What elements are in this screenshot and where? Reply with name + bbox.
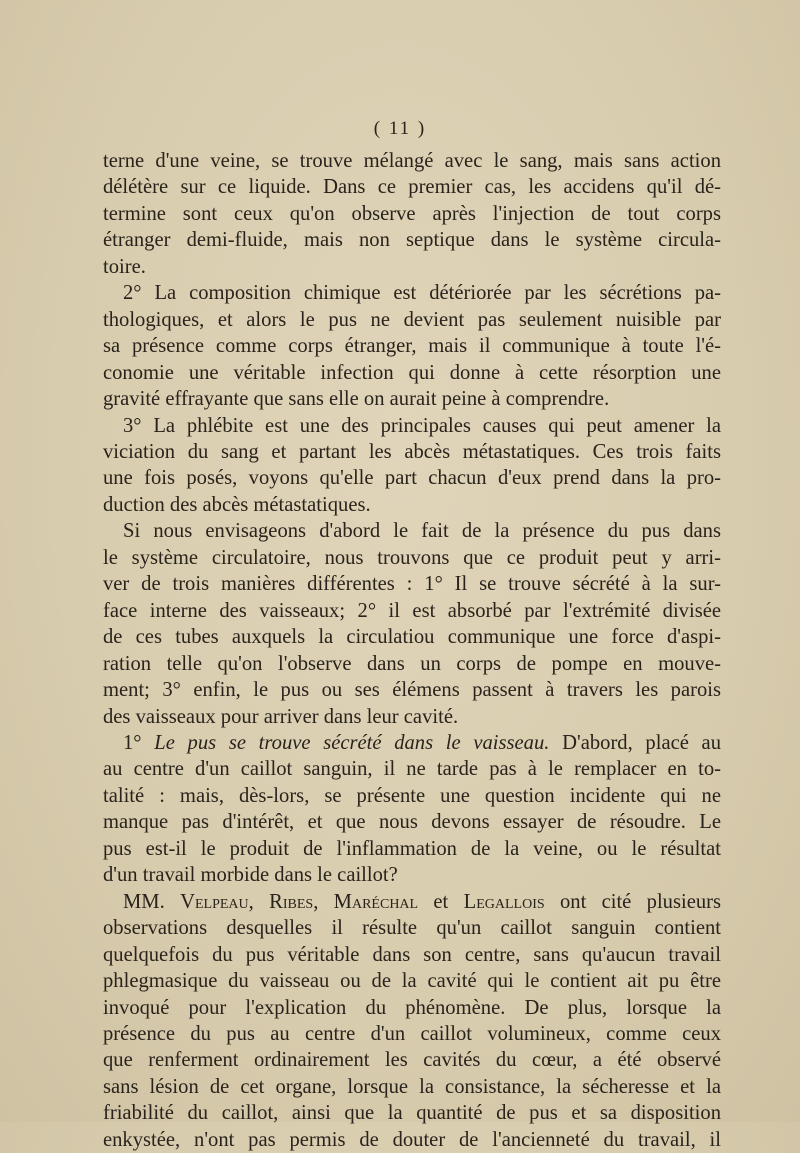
author-name: Legallois: [463, 890, 545, 913]
text-line: toire.: [103, 255, 146, 278]
paragraph-4: [103, 518, 721, 730]
text-line: une fois posés, voyons qu'elle part chacun d'eux prend dans la pro-: [103, 467, 721, 490]
text-line: ver de trois manières différentes : 1° Il se trouve sécrété à la sur-: [103, 573, 721, 596]
text-run: D'abord, placé au: [562, 731, 721, 754]
author-name: Velpeau: [180, 890, 249, 913]
paragraph-1: [103, 148, 721, 280]
text-line: des vaisseaux pour arriver dans leur cavité.: [103, 705, 459, 728]
text-line: viciation du sang et partant les abcès métastatiques. Ces trois faits: [103, 440, 721, 463]
text-line: observations desquelles il résulte qu'un caillot sanguin contient: [103, 917, 721, 940]
text-line: talité : mais, dès-lors, se présente une question incidente qui ne: [103, 784, 721, 807]
text-line: quelquefois du pus véritable dans son centre, sans qu'aucun travail: [103, 943, 721, 966]
text-line: présence du pus au centre d'un caillot volumineux, comme ceux: [103, 1022, 721, 1045]
body-text: [103, 148, 721, 1153]
text-line: le système circulatoire, nous trouvons que ce produit peut y arri-: [103, 546, 721, 569]
text-line: sans lésion de cet organe, lorsque la consistance, la sécheresse et la: [103, 1075, 721, 1098]
text-line: conomie une véritable infection qui donne à cette résorption une: [103, 361, 721, 384]
text-line: étranger demi-fluide, mais non septique dans le système circula-: [103, 229, 721, 252]
text-line: face interne des vaisseaux; 2° il est absorbé par l'extrémité divisée: [103, 599, 721, 622]
text-line: manque pas d'intérêt, et que nous devons essayer de résoudre. Le: [103, 811, 721, 834]
text-line: phlegmasique du vaisseau ou de la cavité qui le contient ait pu être: [103, 970, 721, 993]
text-line: de ces tubes auxquels la circulatiou communique une force d'aspi-: [103, 626, 721, 649]
paragraph-3: [103, 413, 721, 519]
text-line: que renferment ordinairement les cavités du cœur, a été observé: [103, 1049, 721, 1072]
text-line: ment; 3° enfin, le pus ou ses élémens passent à travers les parois: [103, 679, 721, 702]
paragraph-2: [103, 280, 721, 412]
text-line: 2° La composition chimique est détériorée par les sécrétions pa-: [123, 282, 721, 305]
text-line: ration telle qu'on l'observe dans un corps de pompe en mouve-: [103, 652, 721, 675]
text-line: gravité effrayante que sans elle on aurait peine à comprendre.: [103, 388, 610, 411]
text-line: Si nous envisageons d'abord le fait de la présence du pus dans: [123, 520, 721, 543]
text-line: enkystée, n'ont pas permis de douter de l'ancienneté du travail, il: [103, 1128, 721, 1151]
text-line: thologiques, et alors le pus ne devient pas seulement nuisible par: [103, 308, 721, 331]
author-name: Maréchal: [333, 890, 419, 913]
text-line: friabilité du caillot, ainsi que la quantité de pus et sa disposition: [103, 1102, 721, 1125]
section-title: Le pus se trouve sécrété dans le vaisseau.: [154, 731, 550, 754]
text-line: d'un travail morbide dans le caillot?: [103, 864, 398, 887]
text-line: pus est-il le produit de l'inflammation de la veine, ou le résultat: [103, 837, 721, 860]
text-line: délétère sur ce liquide. Dans ce premier cas, les accidens qu'il dé-: [103, 176, 721, 199]
text-line: 3° La phlébite est une des principales causes qui peut amener la: [123, 414, 721, 437]
section-number: 1°: [123, 731, 142, 754]
text-line: sa présence comme corps étranger, mais il communique à toute l'é-: [103, 335, 721, 358]
text-line: termine sont ceux qu'on observe après l'injection de tout corps: [103, 202, 721, 225]
paragraph-6: [103, 889, 721, 1153]
text-line: au centre d'un caillot sanguin, il ne tarde pas à le remplacer en to-: [103, 758, 721, 781]
page-number: ( 11 ): [373, 118, 427, 139]
paragraph-5: [103, 730, 721, 889]
text-line: invoqué pour l'explication du phénomène. De plus, lorsque la: [103, 996, 721, 1019]
text-run: et: [433, 890, 449, 913]
text-run: ont cité plusieurs: [559, 890, 722, 913]
text-line-section-heading: [103, 730, 721, 756]
text-line: terne d'une veine, se trouve mélangé avec le sang, mais sans action: [103, 150, 721, 172]
text-line-authors: MM. Velpeau, Ribes, Maréchal et Legallois ont cité plusieurs: [123, 890, 722, 913]
author-name: Ribes: [269, 890, 314, 913]
text-line: duction des abcès métastatiques.: [103, 493, 371, 516]
text-run: MM.: [123, 890, 165, 913]
